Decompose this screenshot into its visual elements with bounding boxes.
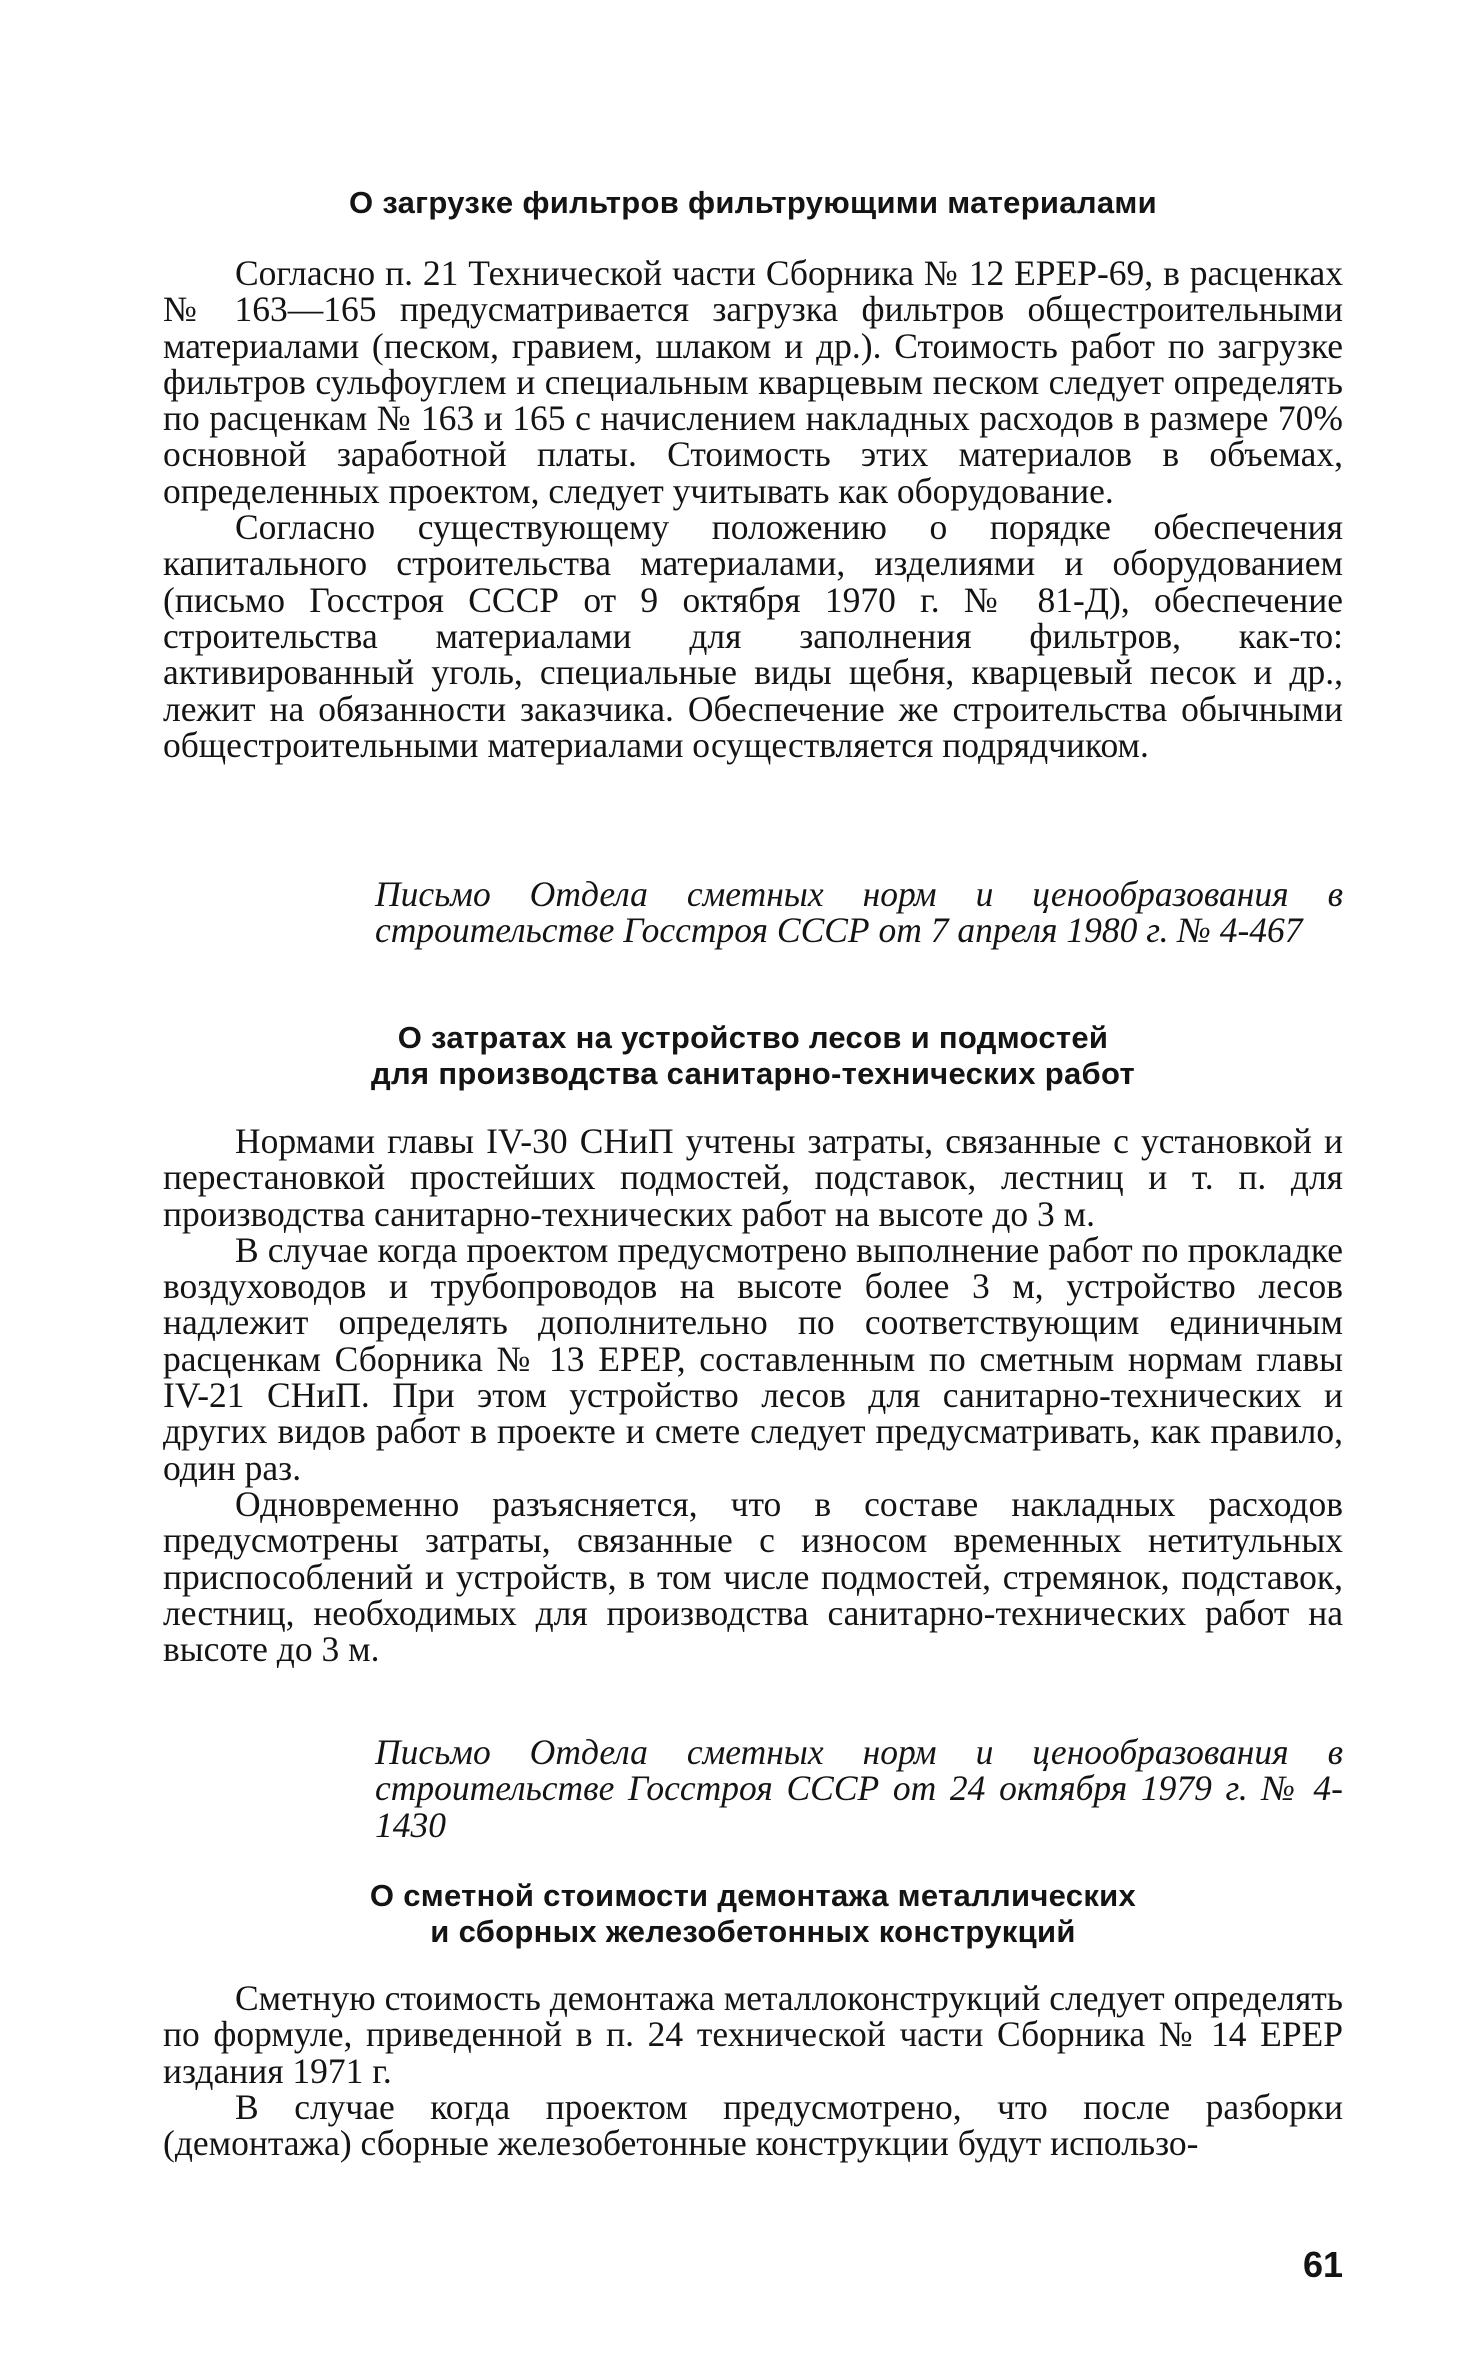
- section-3-title-line-1: О сметной стоимости демонтажа металлических: [369, 1878, 1137, 1913]
- section-2-paragraph-1: Нормами главы IV-30 СНиП учтены затраты, связанные с установкой и перестановкой простейших подмостей, подставок, лестниц и т. п. для производства санитарно-технических работ на высоте до 3 м.: [163, 1121, 1343, 1234]
- section-3-paragraph-2: В случае когда проектом предусмотрено, что после разборки (демонтажа) сборные железобетонные конструкции будут использо-: [163, 2086, 1343, 2164]
- section-2-paragraph-2: В случае когда проектом предусмотрено выполнение работ по прокладке воздуховодов и трубопроводов на высоте более 3 м, устройство лесов надлежит определять дополнительно по соответствующим единичным расценкам Сборника № 13 ЕРЕР, составленным по сметным нормам главы IV-21 СНиП. При этом устройство лесов для санитарно-технических и других видов работ в проекте и смете следует предусматривать, как правило, один раз.: [163, 1229, 1343, 1488]
- section-2-body: [163, 1121, 1343, 1670]
- section-1-title: [163, 185, 1343, 221]
- section-1-signature-block: [163, 876, 1343, 949]
- section-3-title: [163, 1878, 1343, 1950]
- section-2-paragraph-3: Одновременно разъясняется, что в составе накладных расходов предусмотрены затраты, связанные с износом временных нетитульных приспособлений и устройств, в том числе подмостей, стремянок, подставок, лестниц, необходимых для производства санитарно-технических работ на высоте до 3 м.: [163, 1483, 1343, 1670]
- section-1-paragraph-2: Согласно существующему положению о порядке обеспечения капитального строительства материалами, изделиями и оборудованием (письмо Госстроя СССР от 9 октября 1970 г. № 81-Д), обеспечение строительства материалами для заполнения фильтров, как-то: активированный уголь, специальные виды щебня, кварцевый песок и др., лежит на обязанности заказчика. Обеспечение же строительства обычными общестроительными материалами осуществляется подрядчиком.: [163, 507, 1343, 765]
- page-number: 61: [1302, 2244, 1343, 2285]
- section-2-signature-block: [163, 1734, 1343, 1843]
- section-1-body: [163, 255, 1343, 763]
- section-3-title-line-2: и сборных железобетонных конструкций: [430, 1914, 1076, 1949]
- section-1-paragraph-1: Согласно п. 21 Технической части Сборника № 12 ЕРЕР-69, в расценках № 163—165 предусматривается загрузка фильтров общестроительными материалами (песком, гравием, шлаком и др.). Стоимость работ по загрузке фильтров сульфоуглем и специальным кварцевым песком следует определять по расценкам № 163 и 165 с начислением накладных расходов в размере 70% основной заработной платы. Стоимость этих материалов в объемах, определенных проектом, следует учитывать как оборудование.: [163, 253, 1343, 511]
- section-1-title-line: О загрузке фильтров фильтрующими материалами: [349, 185, 1157, 220]
- section-2-title-line-1: О затратах на устройство лесов и подмостей: [397, 1020, 1109, 1055]
- section-2-title-line-2: для производства санитарно-технических работ: [371, 1056, 1135, 1091]
- section-2-title: [163, 1020, 1343, 1092]
- section-3-paragraph-1: Сметную стоимость демонтажа металлоконструкций следует определять по формуле, приведенной в п. 24 технической части Сборника № 14 ЕРЕР издания 1971 г.: [163, 1978, 1343, 2091]
- section-2-signature: Письмо Отдела сметных норм и ценообразования в строительстве Госстроя СССР от 24 октября 1979 г. № 4-1430: [375, 1732, 1343, 1845]
- section-3-body: [163, 1978, 1343, 2164]
- document-page: [163, 0, 1343, 2363]
- section-1-signature: Письмо Отдела сметных норм и ценообразования в строительстве Госстроя СССР от 7 апреля 1980 г. № 4-467: [375, 874, 1343, 951]
